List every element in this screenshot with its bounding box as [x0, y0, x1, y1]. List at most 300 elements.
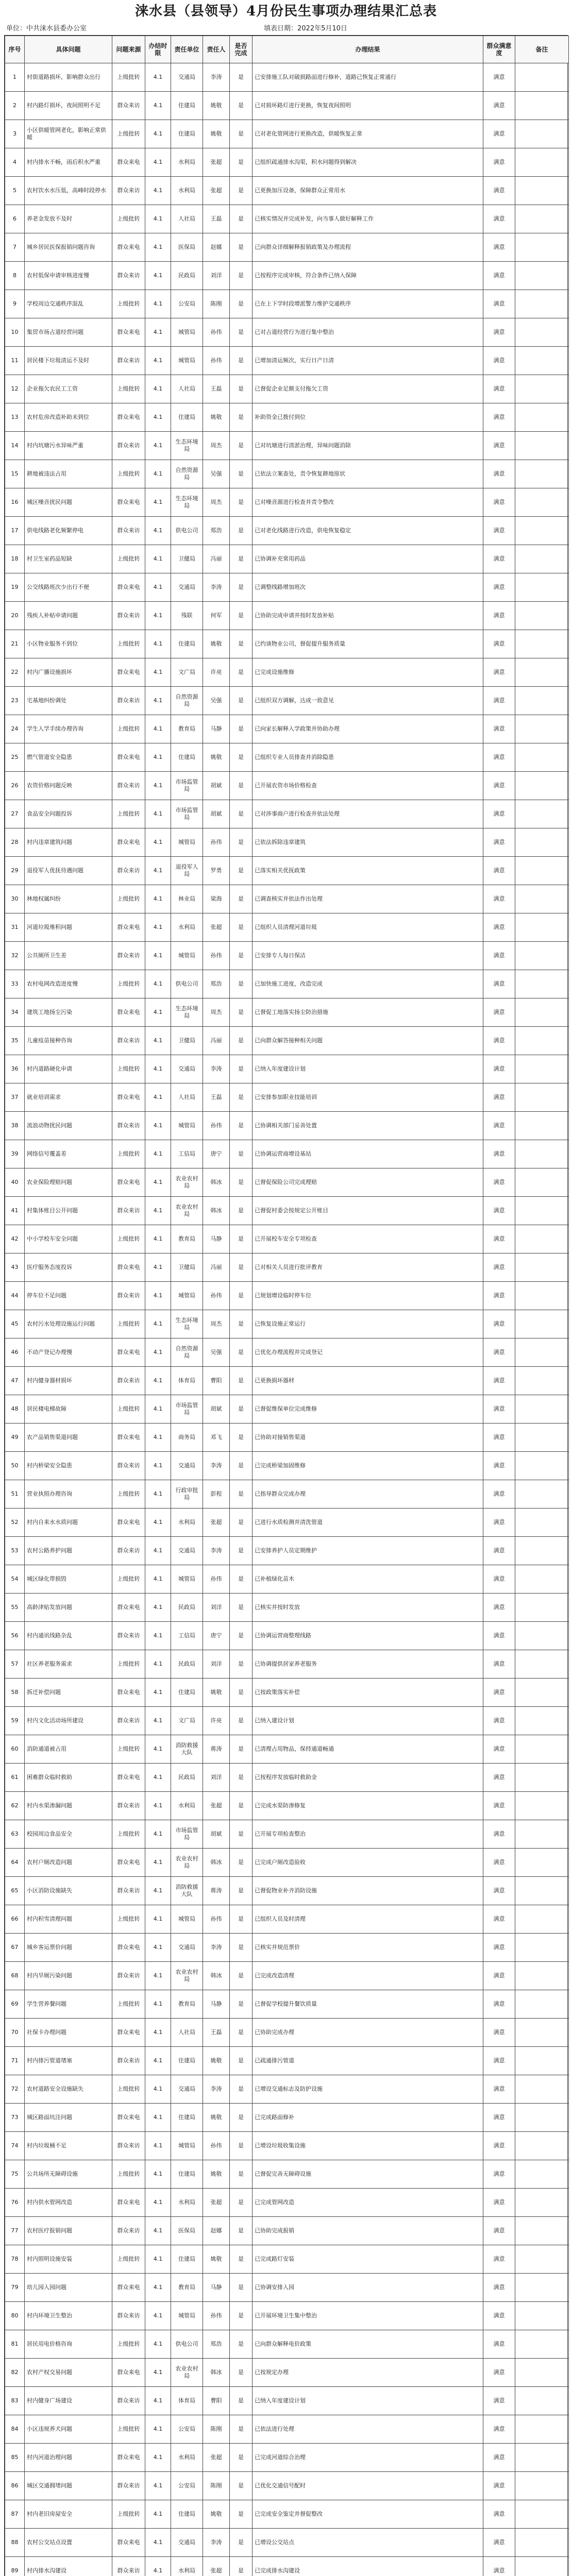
cell-satisfaction: 满意 [483, 1905, 515, 1934]
cell-issue: 小区消防设施缺失 [25, 1877, 112, 1905]
cell-department: 水利局 [171, 148, 203, 177]
cell-result: 已协助完成申请并按时发放补贴 [253, 602, 483, 630]
cell-completed: 是 [230, 262, 253, 290]
cell-issue: 消防通道被占用 [25, 1735, 112, 1764]
cell-department: 农业农村局 [171, 1168, 203, 1197]
cell-issue: 燃气管道安全隐患 [25, 743, 112, 772]
cell-result: 已更换加压设备，保障群众正常用水 [253, 177, 483, 205]
cell-source: 群众来访 [112, 347, 145, 375]
cell-issue: 城乡客运票价问题 [25, 1934, 112, 1962]
cell-satisfaction: 满意 [483, 488, 515, 517]
cell-completed: 是 [230, 2557, 253, 2576]
cell-index: 7 [5, 233, 25, 262]
header-deadline: 办结时限 [145, 36, 171, 63]
cell-remarks [515, 857, 569, 885]
cell-result: 已调查核实并依法作出处理 [253, 885, 483, 913]
cell-satisfaction: 满意 [483, 318, 515, 347]
table-row [5, 1622, 569, 1650]
cell-completed: 是 [230, 2104, 253, 2132]
cell-issue: 农村低保申请审核进度慢 [25, 262, 112, 290]
cell-issue: 困难群众临时救助 [25, 1764, 112, 1792]
cell-result: 已组织双方调解，达成一致意见 [253, 687, 483, 715]
cell-deadline: 4.1 [145, 1168, 171, 1197]
cell-deadline: 4.1 [145, 2302, 171, 2330]
cell-remarks [515, 2245, 569, 2274]
cell-completed: 是 [230, 1225, 253, 1253]
cell-department: 供电公司 [171, 517, 203, 545]
cell-index: 26 [5, 772, 25, 800]
table-row [5, 1452, 569, 1480]
cell-result: 已恢复设施正常运行 [253, 1310, 483, 1338]
cell-result: 已完成排水沟建设 [253, 2557, 483, 2576]
cell-completed: 是 [230, 1367, 253, 1395]
cell-completed: 是 [230, 1168, 253, 1197]
cell-satisfaction: 满意 [483, 1140, 515, 1168]
cell-person: 刘洋 [203, 1650, 230, 1679]
cell-issue: 村内供水管网改造 [25, 2189, 112, 2217]
cell-satisfaction: 满意 [483, 2472, 515, 2500]
cell-department: 公安局 [171, 290, 203, 318]
cell-index: 25 [5, 743, 25, 772]
cell-result: 已规划增设临时停车位 [253, 1282, 483, 1310]
table-row [5, 573, 569, 602]
cell-result: 已向群众解答接种相关问题 [253, 1027, 483, 1055]
table-row [5, 2217, 569, 2245]
cell-satisfaction: 满意 [483, 1197, 515, 1225]
cell-completed: 是 [230, 2529, 253, 2557]
cell-satisfaction: 满意 [483, 2330, 515, 2359]
cell-remarks [515, 177, 569, 205]
cell-completed: 是 [230, 2274, 253, 2302]
cell-completed: 是 [230, 1594, 253, 1622]
cell-issue: 小区供暖管网老化，影响正常供暖 [25, 120, 112, 148]
cell-person: 陈刚 [203, 2472, 230, 2500]
cell-issue: 村内路灯损坏，夜间照明不足 [25, 92, 112, 120]
cell-source: 上级批转 [112, 800, 145, 828]
table-row [5, 545, 569, 573]
cell-department: 人社局 [171, 375, 203, 403]
cell-deadline: 4.1 [145, 262, 171, 290]
cell-remarks [515, 2529, 569, 2557]
cell-department: 交通局 [171, 2075, 203, 2104]
cell-result: 已安排参加职业技能培训 [253, 1083, 483, 1112]
cell-deadline: 4.1 [145, 2160, 171, 2189]
cell-issue: 公共场所无障碍设施 [25, 2160, 112, 2189]
cell-person: 赵娜 [203, 233, 230, 262]
cell-source: 上级批转 [112, 1310, 145, 1338]
cell-completed: 是 [230, 658, 253, 687]
cell-person: 李涛 [203, 2075, 230, 2104]
cell-person: 姚敬 [203, 2245, 230, 2274]
cell-department: 住建局 [171, 743, 203, 772]
cell-department: 农业农村局 [171, 1849, 203, 1877]
cell-completed: 是 [230, 772, 253, 800]
cell-department: 住建局 [171, 630, 203, 658]
cell-issue: 村内违章建筑问题 [25, 828, 112, 857]
cell-remarks [515, 715, 569, 743]
cell-index: 74 [5, 2132, 25, 2160]
table-row [5, 1679, 569, 1707]
cell-department: 卫健局 [171, 545, 203, 573]
cell-person: 赵娜 [203, 2217, 230, 2245]
cell-issue: 村内积雪清理问题 [25, 1905, 112, 1934]
cell-issue: 社区养老服务需求 [25, 1650, 112, 1679]
cell-deadline: 4.1 [145, 1197, 171, 1225]
cell-department: 住建局 [171, 92, 203, 120]
cell-remarks [515, 63, 569, 92]
cell-index: 17 [5, 517, 25, 545]
table-row [5, 148, 569, 177]
cell-issue: 耕地被违法占用 [25, 460, 112, 488]
cell-completed: 是 [230, 828, 253, 857]
cell-index: 70 [5, 2019, 25, 2047]
cell-department: 文广局 [171, 1707, 203, 1735]
cell-completed: 是 [230, 687, 253, 715]
cell-satisfaction: 满意 [483, 1934, 515, 1962]
cell-person: 张超 [203, 913, 230, 942]
cell-deadline: 4.1 [145, 630, 171, 658]
cell-department: 自然资源局 [171, 460, 203, 488]
cell-index: 60 [5, 1735, 25, 1764]
cell-index: 81 [5, 2330, 25, 2359]
cell-issue: 退役军人优抚待遇问题 [25, 857, 112, 885]
cell-index: 44 [5, 1282, 25, 1310]
cell-source: 群众来电 [112, 318, 145, 347]
cell-deadline: 4.1 [145, 1140, 171, 1168]
cell-deadline: 4.1 [145, 998, 171, 1027]
cell-result: 已完成安全鉴定并督促整改 [253, 2500, 483, 2529]
cell-completed: 是 [230, 1509, 253, 1537]
cell-satisfaction: 满意 [483, 970, 515, 998]
cell-satisfaction: 满意 [483, 2019, 515, 2047]
cell-index: 45 [5, 1310, 25, 1338]
cell-completed: 是 [230, 1650, 253, 1679]
table-row [5, 488, 569, 517]
cell-result: 已对老化线路进行改造，供电恢复稳定 [253, 517, 483, 545]
cell-index: 66 [5, 1905, 25, 1934]
cell-source: 群众来访 [112, 262, 145, 290]
cell-result: 已落实相关优抚政策 [253, 857, 483, 885]
cell-satisfaction: 满意 [483, 148, 515, 177]
cell-result: 已完成户厕改造验收 [253, 1849, 483, 1877]
cell-remarks [515, 2415, 569, 2444]
cell-remarks [515, 1027, 569, 1055]
cell-completed: 是 [230, 318, 253, 347]
cell-source: 上级批转 [112, 460, 145, 488]
cell-department: 农业农村局 [171, 1197, 203, 1225]
cell-department: 水利局 [171, 2189, 203, 2217]
cell-remarks [515, 2047, 569, 2075]
cell-source: 群众来电 [112, 573, 145, 602]
cell-completed: 是 [230, 233, 253, 262]
header-satisfaction: 群众满意度 [483, 36, 515, 63]
cell-issue: 残疾人补贴申请问题 [25, 602, 112, 630]
cell-index: 78 [5, 2245, 25, 2274]
cell-issue: 小区物业服务不到位 [25, 630, 112, 658]
cell-result: 已疏通排污管道 [253, 2047, 483, 2075]
cell-index: 61 [5, 1764, 25, 1792]
table-row [5, 1310, 569, 1338]
cell-source: 群众来访 [112, 2047, 145, 2075]
cell-index: 48 [5, 1395, 25, 1423]
cell-source: 群众来访 [112, 2387, 145, 2415]
cell-issue: 农村医疗报销问题 [25, 2217, 112, 2245]
cell-department: 城管局 [171, 1905, 203, 1934]
cell-satisfaction: 满意 [483, 1480, 515, 1509]
cell-person: 姚敬 [203, 743, 230, 772]
cell-result: 已协调提供居家养老服务 [253, 1650, 483, 1679]
cell-index: 2 [5, 92, 25, 120]
cell-source: 群众来电 [112, 828, 145, 857]
cell-source: 群众来电 [112, 2529, 145, 2557]
cell-person: 韩冰 [203, 2359, 230, 2387]
cell-department: 水利局 [171, 1509, 203, 1537]
cell-remarks [515, 2019, 569, 2047]
cell-completed: 是 [230, 2415, 253, 2444]
cell-source: 上级批转 [112, 885, 145, 913]
cell-index: 87 [5, 2500, 25, 2529]
cell-issue: 村内河道治理问题 [25, 2444, 112, 2472]
cell-satisfaction: 满意 [483, 233, 515, 262]
cell-completed: 是 [230, 2330, 253, 2359]
cell-remarks [515, 1650, 569, 1679]
cell-index: 19 [5, 573, 25, 602]
cell-index: 41 [5, 1197, 25, 1225]
cell-index: 3 [5, 120, 25, 148]
cell-remarks [515, 2302, 569, 2330]
cell-person: 陈刚 [203, 290, 230, 318]
cell-index: 4 [5, 148, 25, 177]
cell-remarks [515, 1509, 569, 1537]
cell-remarks [515, 970, 569, 998]
cell-department: 教育局 [171, 1990, 203, 2019]
cell-source: 群众来电 [112, 2359, 145, 2387]
cell-issue: 城区路面坑洼问题 [25, 2104, 112, 2132]
cell-source: 群众来访 [112, 1537, 145, 1565]
cell-department: 城管局 [171, 347, 203, 375]
table-row [5, 970, 569, 998]
cell-completed: 是 [230, 1197, 253, 1225]
cell-remarks [515, 1764, 569, 1792]
cell-index: 16 [5, 488, 25, 517]
table-row [5, 2189, 569, 2217]
cell-completed: 是 [230, 1820, 253, 1849]
cell-completed: 是 [230, 1338, 253, 1367]
cell-index: 89 [5, 2557, 25, 2576]
cell-completed: 是 [230, 2387, 253, 2415]
cell-completed: 是 [230, 63, 253, 92]
cell-completed: 是 [230, 517, 253, 545]
cell-remarks [515, 1168, 569, 1197]
cell-person: 郑浩 [203, 970, 230, 998]
cell-deadline: 4.1 [145, 1764, 171, 1792]
cell-department: 市场监管局 [171, 1395, 203, 1423]
table-row [5, 998, 569, 1027]
cell-source: 群众来访 [112, 1622, 145, 1650]
cell-issue: 村内老旧房屋安全 [25, 2500, 112, 2529]
table-row [5, 715, 569, 743]
cell-deadline: 4.1 [145, 1027, 171, 1055]
cell-issue: 拆迁补偿问题 [25, 1679, 112, 1707]
table-row [5, 1764, 569, 1792]
cell-person: 郑浩 [203, 517, 230, 545]
cell-person: 李涛 [203, 2529, 230, 2557]
table-row [5, 828, 569, 857]
cell-remarks [515, 772, 569, 800]
cell-remarks [515, 1905, 569, 1934]
cell-index: 40 [5, 1168, 25, 1197]
cell-completed: 是 [230, 403, 253, 432]
table-row [5, 913, 569, 942]
cell-completed: 是 [230, 970, 253, 998]
cell-department: 城管局 [171, 1565, 203, 1594]
cell-remarks [515, 885, 569, 913]
cell-remarks [515, 2500, 569, 2529]
table-row [5, 658, 569, 687]
cell-issue: 农村公路养护问题 [25, 1537, 112, 1565]
cell-deadline: 4.1 [145, 743, 171, 772]
cell-deadline: 4.1 [145, 658, 171, 687]
cell-satisfaction: 满意 [483, 658, 515, 687]
table-row [5, 1565, 569, 1594]
cell-deadline: 4.1 [145, 460, 171, 488]
table-row [5, 1197, 569, 1225]
cell-satisfaction: 满意 [483, 460, 515, 488]
cell-satisfaction: 满意 [483, 1707, 515, 1735]
cell-source: 群众来电 [112, 913, 145, 942]
cell-satisfaction: 满意 [483, 2132, 515, 2160]
cell-source: 群众来访 [112, 857, 145, 885]
cell-source: 上级批转 [112, 1480, 145, 1509]
cell-remarks [515, 2104, 569, 2132]
table-row [5, 1338, 569, 1367]
cell-department: 市场监管局 [171, 772, 203, 800]
cell-result: 已按规定办理 [253, 2359, 483, 2387]
cell-satisfaction: 满意 [483, 2189, 515, 2217]
table-row [5, 1650, 569, 1679]
cell-person: 王磊 [203, 205, 230, 233]
cell-index: 58 [5, 1679, 25, 1707]
cell-source: 群众来电 [112, 1509, 145, 1537]
cell-issue: 宅基地纠纷调处 [25, 687, 112, 715]
cell-issue: 供电线路老化频繁停电 [25, 517, 112, 545]
cell-index: 31 [5, 913, 25, 942]
cell-source: 群众来访 [112, 1877, 145, 1905]
cell-remarks [515, 687, 569, 715]
cell-satisfaction: 满意 [483, 1735, 515, 1764]
cell-issue: 居民用电价格咨询 [25, 2330, 112, 2359]
cell-issue: 村内水渠渗漏问题 [25, 1792, 112, 1820]
table-row [5, 1168, 569, 1197]
cell-satisfaction: 满意 [483, 517, 515, 545]
cell-person: 李涛 [203, 63, 230, 92]
cell-result: 已开展校车安全专项检查 [253, 1225, 483, 1253]
table-row [5, 375, 569, 403]
cell-satisfaction: 满意 [483, 743, 515, 772]
table-row [5, 290, 569, 318]
cell-deadline: 4.1 [145, 545, 171, 573]
cell-department: 供电公司 [171, 2330, 203, 2359]
cell-completed: 是 [230, 2160, 253, 2189]
cell-index: 12 [5, 375, 25, 403]
cell-completed: 是 [230, 800, 253, 828]
cell-index: 65 [5, 1877, 25, 1905]
table-row [5, 262, 569, 290]
cell-source: 群众来访 [112, 1452, 145, 1480]
cell-satisfaction: 满意 [483, 1083, 515, 1112]
cell-result: 已完成桥梁加固维修 [253, 1452, 483, 1480]
cell-person: 王磊 [203, 375, 230, 403]
cell-issue: 村内照明设施安装 [25, 2245, 112, 2274]
cell-department: 生态环境局 [171, 1310, 203, 1338]
cell-deadline: 4.1 [145, 1537, 171, 1565]
cell-deadline: 4.1 [145, 233, 171, 262]
cell-department: 水利局 [171, 1792, 203, 1820]
cell-issue: 企业拖欠农民工工资 [25, 375, 112, 403]
cell-completed: 是 [230, 1764, 253, 1792]
cell-satisfaction: 满意 [483, 2075, 515, 2104]
cell-source: 群众来电 [112, 1423, 145, 1452]
cell-issue: 村内通讯线路杂乱 [25, 1622, 112, 1650]
table-row [5, 1480, 569, 1509]
cell-issue: 不动产登记办理慢 [25, 1338, 112, 1367]
cell-department: 人社局 [171, 205, 203, 233]
cell-satisfaction: 满意 [483, 998, 515, 1027]
cell-issue: 河道垃圾堆积问题 [25, 913, 112, 942]
cell-completed: 是 [230, 998, 253, 1027]
cell-remarks [515, 1310, 569, 1338]
cell-result: 已完成管网改造 [253, 2189, 483, 2217]
cell-person: 蒋涛 [203, 1877, 230, 1905]
table-row [5, 1792, 569, 1820]
table-row [5, 857, 569, 885]
cell-remarks [515, 460, 569, 488]
cell-department: 城管局 [171, 2302, 203, 2330]
cell-source: 群众来电 [112, 148, 145, 177]
cell-department: 交通局 [171, 1934, 203, 1962]
cell-index: 79 [5, 2274, 25, 2302]
cell-person: 马静 [203, 2274, 230, 2302]
cell-department: 住建局 [171, 2104, 203, 2132]
cell-completed: 是 [230, 545, 253, 573]
cell-department: 供电公司 [171, 970, 203, 998]
cell-remarks [515, 1707, 569, 1735]
cell-person: 梁海 [203, 885, 230, 913]
cell-deadline: 4.1 [145, 1112, 171, 1140]
cell-remarks [515, 488, 569, 517]
cell-result: 已增设垃圾收集设施 [253, 2132, 483, 2160]
table-row [5, 2019, 569, 2047]
cell-remarks [515, 1792, 569, 1820]
cell-deadline: 4.1 [145, 1083, 171, 1112]
cell-department: 民政局 [171, 1764, 203, 1792]
cell-person: 马静 [203, 1225, 230, 1253]
cell-satisfaction: 满意 [483, 1112, 515, 1140]
cell-remarks [515, 1735, 569, 1764]
cell-source: 群众来访 [112, 687, 145, 715]
table-row [5, 1594, 569, 1622]
cell-person: 张超 [203, 2189, 230, 2217]
cell-department: 工信局 [171, 1140, 203, 1168]
header-result: 办理结果 [253, 36, 483, 63]
cell-completed: 是 [230, 1055, 253, 1083]
cell-index: 69 [5, 1990, 25, 2019]
table-row [5, 347, 569, 375]
cell-satisfaction: 满意 [483, 687, 515, 715]
cell-person: 吴强 [203, 687, 230, 715]
cell-issue: 公交线路班次少出行不便 [25, 573, 112, 602]
cell-issue: 网络信号覆盖差 [25, 1140, 112, 1168]
